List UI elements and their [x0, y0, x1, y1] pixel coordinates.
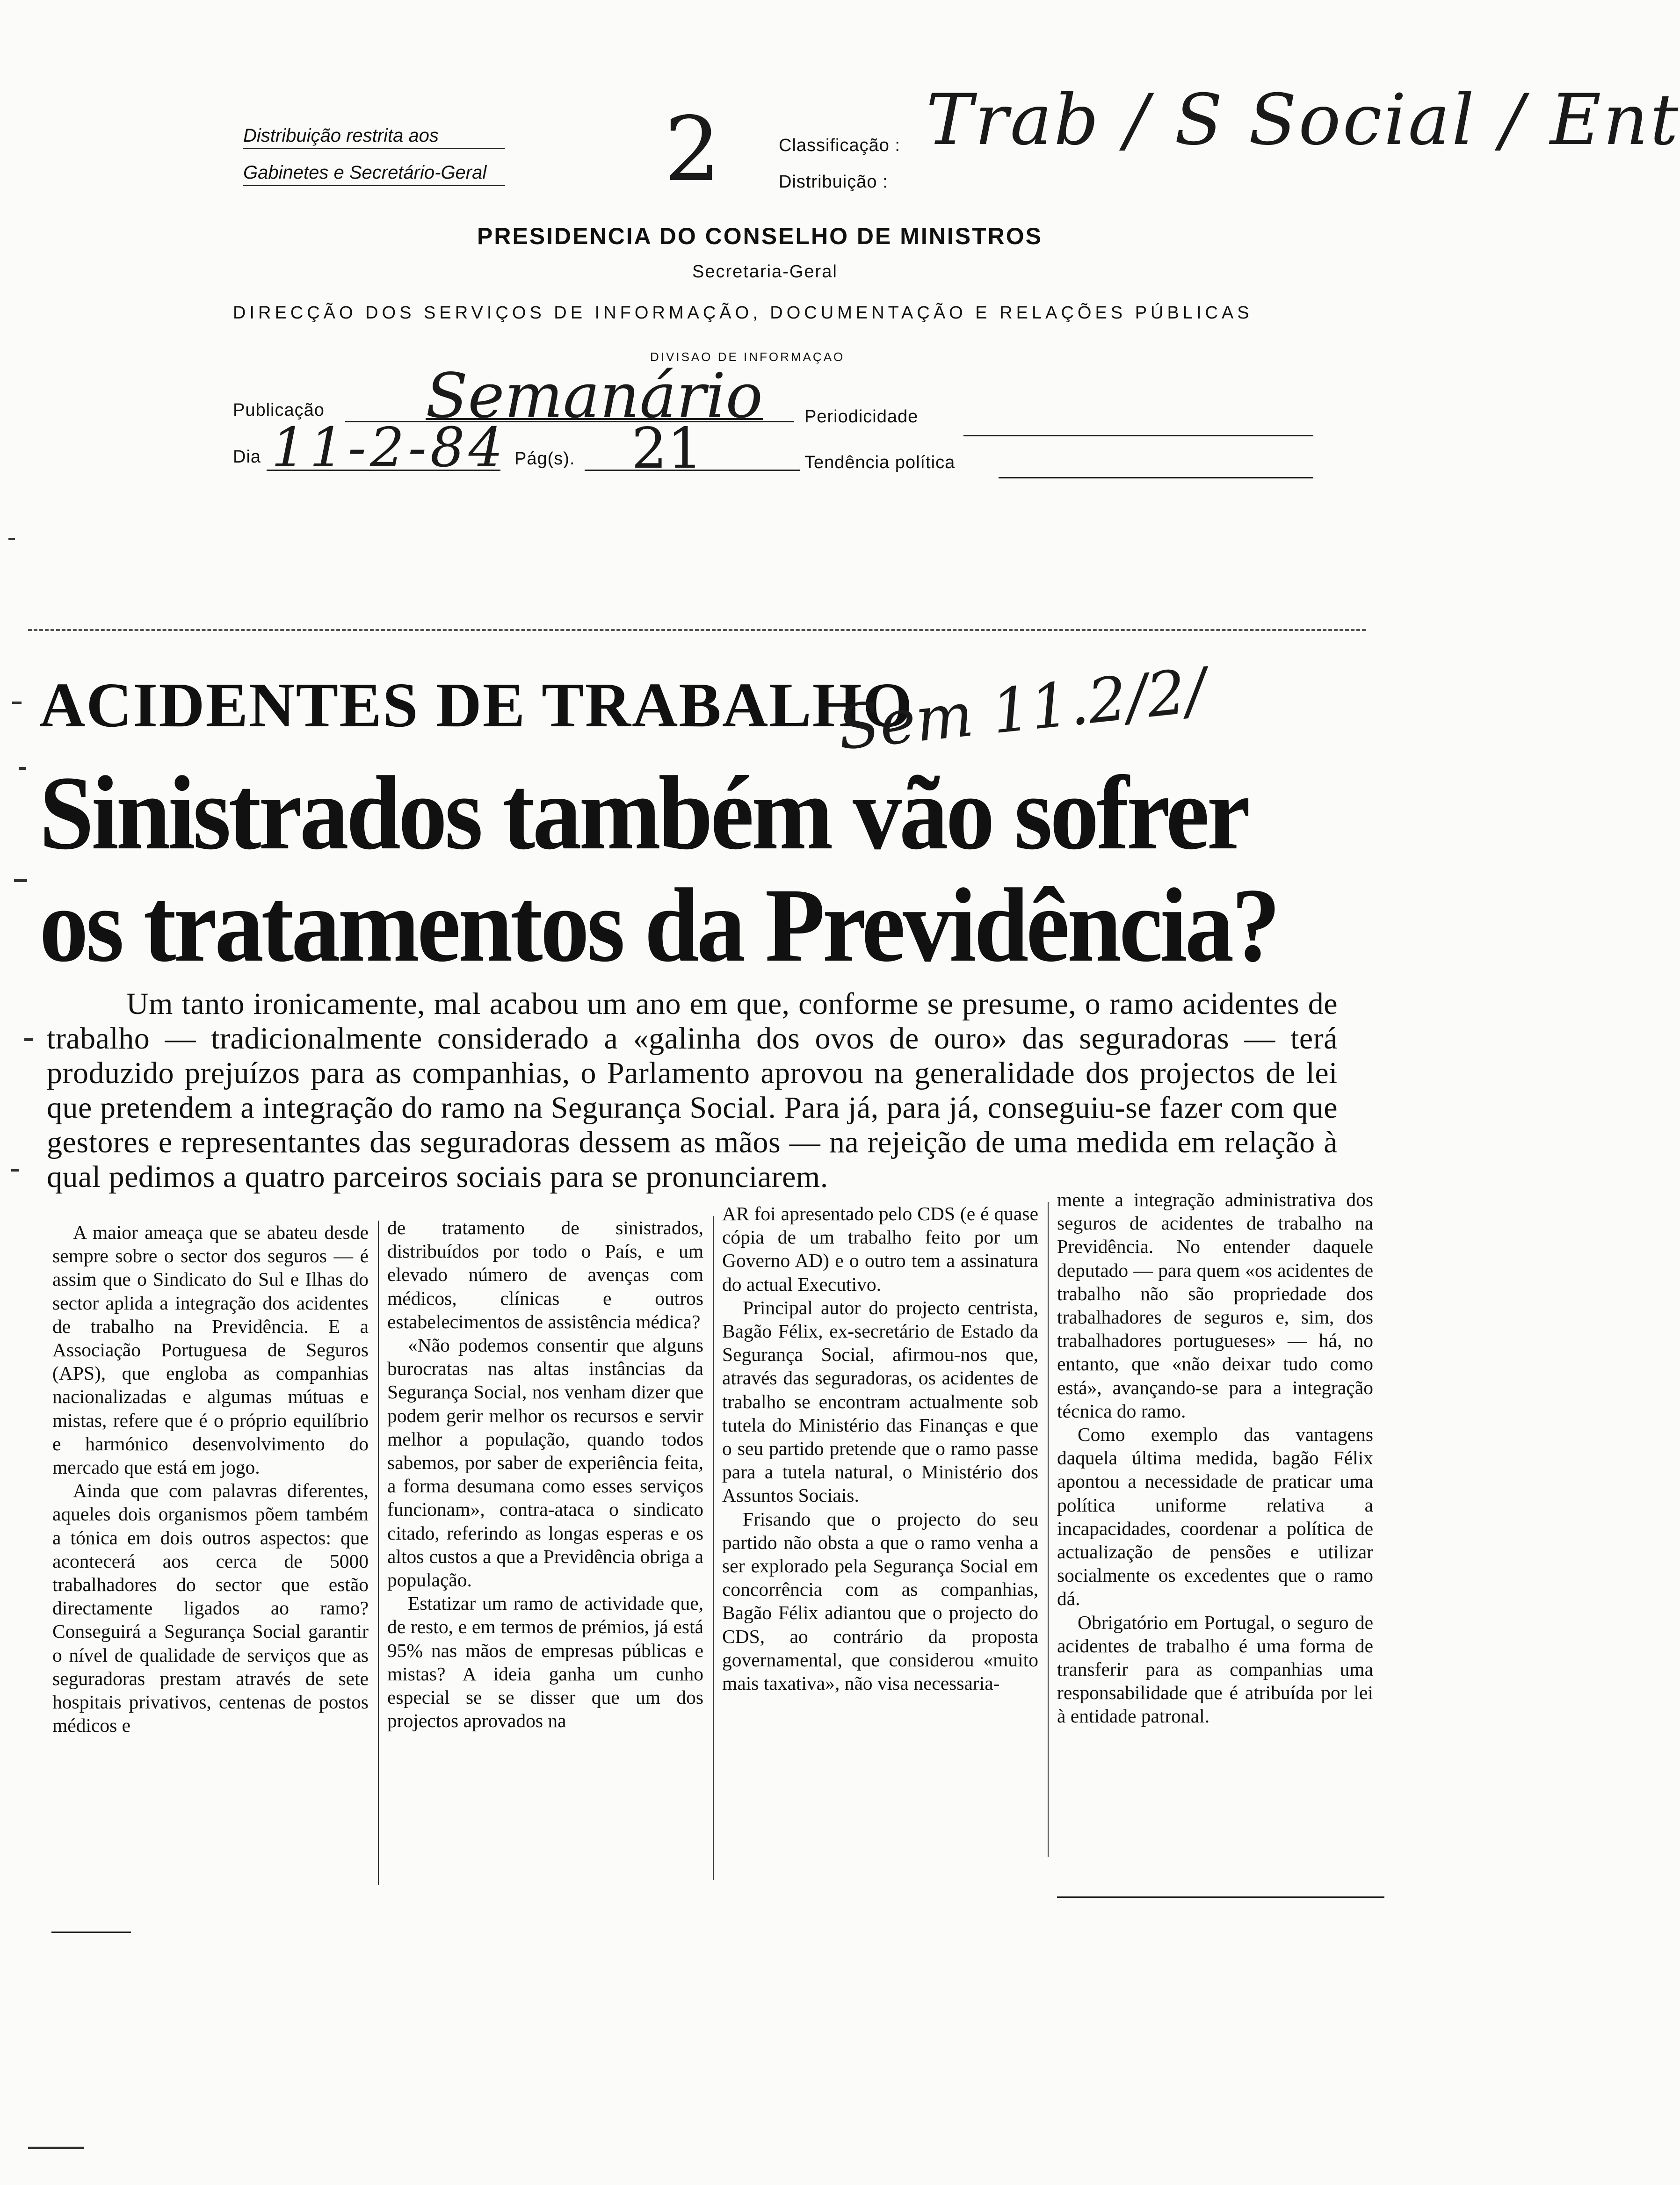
handwritten-annotation: Sem 11.2/2/	[834, 654, 1210, 764]
paragraph: Ainda que com palavras diferentes, aqueles dois organismos põem também a tónica em dois outros aspectos: que acontecerá aos cerca de 5000 trabalhadores do sector que estão directamente ligados ao ramo? Conseguirá a Segurança Social garantir o nível de qualidade de serviços que as seguradoras prestam através de sete hospitais privativos, centenas de postos médicos e	[52, 1480, 369, 1736]
periodicidade-line	[963, 435, 1313, 436]
paragraph: Como exemplo das vantagens daquela última medida, bagão Félix apontou a necessidade de praticar uma política uniforme relativa a incapacidades, coordenar a política de actualização de pensões e utilizar socialmente os excedentes que o ramo dá.	[1057, 1424, 1373, 1610]
tendencia-line	[999, 477, 1313, 478]
scan-mark	[14, 879, 27, 882]
paragraph: de tratamento de sinistrados, distribuídos por todo o País, e um elevado número de avenças com médicos, clínicas e outros estabelecimentos de assistência médica?	[387, 1217, 703, 1332]
headline-line2: os tratamentos da Previdência?	[39, 867, 1278, 984]
pags-value: 21	[631, 416, 703, 481]
periodicidade-label: Periodicidade	[804, 407, 919, 427]
clipping-edge	[28, 629, 1366, 631]
scan-mark	[8, 538, 15, 540]
paragraph: A maior ameaça que se abateu desde sempre sobre o sector dos seguros — é assim que o Sindicato do Sul e Ilhas do sector aplida a integração dos acidentes de trabalho na Previdência. E a Associação Portuguesa de Seguros (APS), que engloba as companhias nacionalizadas e algumas mútuas e mistas, refere que é o próprio equilíbrio e harmónico desenvolvimento do mercado que está em jogo.	[52, 1222, 369, 1478]
article-lead-text: Um tanto ironicamente, mal acabou um ano em que, conforme se presume, o ramo acidentes de trabalho — tradicionalmente considerado a «galinha dos ovos de ouro» das seguradoras — terá produzido prejuízos para as companhias, o Parlamento aprovou na generalidade dos projectos de lei que pretendem a integração do ramo na Segurança Social. Para já, para já, conseguiu-se fazer com que gestores e representantes das seguradoras dessem as mãos — na rejeição de uma medida em relação à qual pedimos a quatro parceiros sociais para se pronunciarem.	[47, 987, 1338, 1194]
article-lead	[47, 987, 1338, 1194]
article-kicker: ACIDENTES DE TRABALHO	[39, 670, 913, 740]
publicacao-value: Semanário	[426, 360, 763, 432]
org-title: PRESIDENCIA DO CONSELHO DE MINISTROS	[477, 223, 1043, 249]
classificacao-value: Trab / S Social / Ent	[926, 80, 1680, 161]
paragraph: AR foi apresentado pelo CDS (e é quase cópia de um trabalho feito por um Governo AD) e o outro tem a assinatura do actual Executivo.	[722, 1203, 1038, 1295]
article-end-rule-left	[51, 1932, 131, 1933]
distribution-notice	[243, 125, 505, 199]
paragraph: Obrigatório em Portugal, o seguro de acidentes de trabalho é uma forma de transferir para as companhias uma responsabilidade que é atribuída por lei à entidade patronal.	[1057, 1611, 1373, 1727]
distribution-notice-line1: Distribuição restrita aos	[243, 125, 505, 149]
distribuicao-label: Distribuição :	[779, 172, 888, 192]
dia-label: Dia	[233, 447, 261, 467]
org-subtitle: Secretaria-Geral	[692, 262, 838, 282]
paragraph: «Não podemos consentir que alguns burocratas nas altas instâncias da Segurança Social, nos venham dizer que podem gerir melhor os recursos e servir melhor a população, quando todos sabemos, por saber de experiência feita, a forma desumana como esses serviços funcionam», contra-ataca o sindicato citado, referindo as longas esperas e os altos custos a que a Previdência obriga a população.	[387, 1334, 703, 1591]
article-end-rule	[1057, 1896, 1384, 1898]
scan-mark	[11, 1169, 19, 1172]
scan-mark	[12, 702, 22, 704]
column-rule	[1048, 1202, 1049, 1857]
article-column-1	[52, 1221, 369, 1737]
org-division: DIVISAO DE INFORMAÇAO	[650, 350, 845, 364]
tendencia-label: Tendência política	[804, 453, 956, 472]
article-column-3	[722, 1202, 1038, 1695]
scan-mark	[19, 767, 26, 770]
paragraph: Estatizar um ramo de actividade que, de resto, e em termos de prémios, já está 95% nas mãos de empresas públicas e mistas? A ideia ganha um cunho especial se se disser que um dos projectos aprovados na	[387, 1592, 703, 1732]
scan-mark	[28, 2147, 84, 2149]
paragraph: mente a integração administrativa dos seguros de acidentes de trabalho na Previdência. No entender daquele deputado — para quem «os acidentes de trabalho não são propriedade dos trabalhadores de seguros e, sim, dos trabalhadores portugueses» — há, no entanto, que «não deixar tudo como está», avançando-se para a integração técnica do ramo.	[1057, 1189, 1373, 1422]
paragraph: Frisando que o projecto do seu partido não obsta a que o ramo venha a ser explorado pela Segurança Social em concorrência com as companhias, Bagão Félix adiantou que o projecto do CDS, ao contrário da proposta governamental, que considerou «muito mais taxativa», não visa necessaria-	[722, 1508, 1038, 1694]
scan-mark	[24, 1038, 33, 1041]
org-department: DIRECÇÃO DOS SERVIÇOS DE INFORMAÇÃO, DOCUMENTAÇÃO E RELAÇÕES PÚBLICAS	[233, 303, 1253, 323]
column-rule	[378, 1221, 379, 1885]
classificacao-label: Classificação :	[779, 136, 900, 155]
headline-line1: Sinistrados também vão sofrer	[39, 754, 1248, 871]
pags-label: Pág(s).	[514, 449, 575, 469]
article-column-2	[387, 1216, 703, 1732]
copy-number: 2	[664, 98, 721, 201]
dia-value: 11-2-84	[271, 416, 507, 479]
distribution-notice-line2: Gabinetes e Secretário-Geral	[243, 162, 505, 186]
column-rule	[713, 1216, 714, 1880]
publicacao-label: Publicação	[233, 400, 325, 420]
paragraph: Principal autor do projecto centrista, Bagão Félix, ex-secretário de Estado da Segurança Social, afirmou-nos que, através das seguradoras, os acidentes de trabalho se encontram actualmente sob tutela do Ministério das Finanças e que o seu partido pretende que o ramo passe para a tutela natural, o Ministério dos Assuntos Sociais.	[722, 1296, 1038, 1506]
article-column-4	[1057, 1188, 1373, 1728]
